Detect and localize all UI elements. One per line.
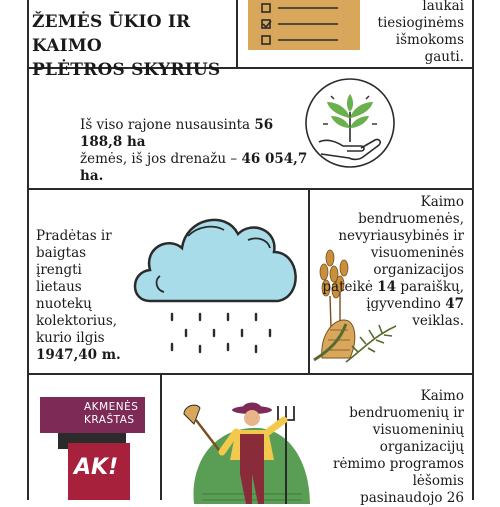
text-line: lietaus nuotekų — [36, 279, 92, 312]
text-line: organizacijos — [373, 262, 464, 278]
text-line: baigtas įrengti — [36, 245, 87, 278]
highlight-number: 46 054,7 ha. — [80, 151, 308, 184]
logo-mark: AK! — [74, 455, 119, 480]
text-line: Pradėtas ir — [36, 228, 112, 244]
logo-text — [84, 401, 138, 427]
highlight-number: 47 — [445, 296, 464, 312]
drainage-text — [80, 117, 310, 185]
text-line: bendruomenių ir — [349, 405, 464, 421]
title-line: ŽEMĖS ŪKIO IR KAIMO — [32, 12, 191, 56]
text-line: nevyriausybinės ir — [338, 228, 464, 244]
text-line: bendruomenės, — [358, 211, 464, 227]
divider — [160, 374, 162, 500]
farmer-icon — [182, 394, 312, 504]
rain-cloud-icon — [128, 196, 306, 356]
divider — [472, 0, 474, 500]
logo-line: AKMENĖS — [84, 401, 139, 413]
text-line: pasinaudojo 26 — [360, 490, 464, 506]
text: paraiškų, — [396, 279, 464, 295]
text-line: rėmimo programos — [332, 456, 464, 472]
checklist-icon — [248, 0, 360, 50]
title-line: PLĖTROS SKYRIUS — [32, 60, 221, 80]
text-line: laukai — [422, 0, 464, 14]
collector-text — [36, 228, 136, 364]
text-line: visuomeninių — [372, 422, 464, 438]
text: įgyvendino — [366, 296, 446, 312]
support-program-text — [310, 388, 464, 507]
text-line: tiesioginėms — [377, 15, 464, 31]
text-line: veiklas. — [412, 313, 464, 329]
text-line: kolektorius, — [36, 313, 118, 329]
organizations-text — [310, 194, 464, 330]
highlight-number: 56 188,8 ha — [80, 117, 274, 150]
text: Iš viso rajone nusausinta — [80, 117, 255, 133]
text-line: visuomeninės — [370, 245, 464, 261]
page-title — [32, 10, 242, 82]
text-line: Kaimo — [420, 194, 464, 210]
text-line: išmokoms gauti. — [395, 32, 464, 65]
logo — [40, 397, 145, 500]
divider — [27, 373, 473, 375]
text-line: organizacijų — [379, 439, 464, 455]
top-right-text — [360, 0, 464, 66]
text: žemės, iš jos drenažu – — [80, 151, 242, 167]
logo-line: KRAŠTAS — [84, 414, 135, 426]
text: pateikė — [322, 279, 378, 295]
divider — [27, 0, 29, 500]
plant-in-hand-icon — [303, 76, 397, 170]
highlight-number: 1947,40 m. — [36, 347, 121, 363]
text-line: Kaimo — [420, 388, 464, 404]
highlight-number: 14 — [377, 279, 397, 295]
divider — [27, 188, 473, 190]
text-line: kurio ilgis — [36, 330, 105, 346]
text-line: lėšomis — [412, 473, 464, 489]
